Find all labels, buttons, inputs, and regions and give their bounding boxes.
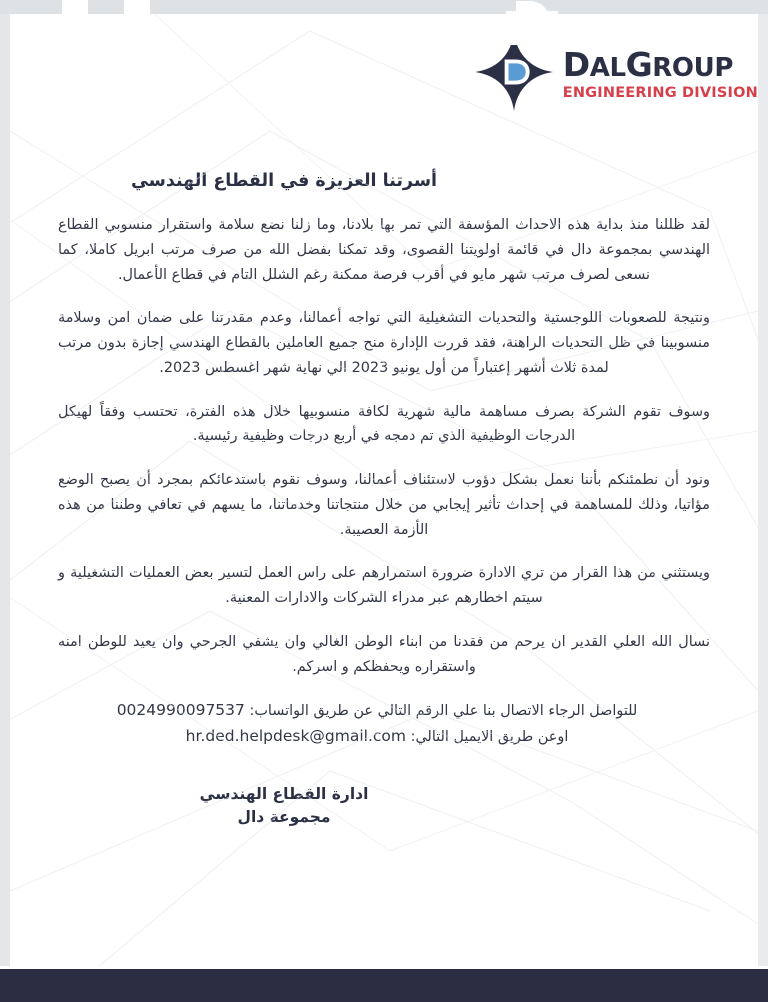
logo-wordmark (562, 44, 758, 84)
contact-block (58, 698, 710, 749)
letter-paragraph-1: لقد ظللنا منذ بداية هذه الاحداث المؤسفة التي تمر بها بلادنا، وما زلنا نضع سلامة واستقرار منسوبي القطاع الهندسي بمجموعة دال في قائمة اولويتنا القصوى، وقد تمكنا بفضل الله من صرف مرتب ابريل كاملا، كما نسعى لصرف مرتب شهر مايو في أقرب فرصة ممكنة رغم الشلل التام في قطاع الأعمال. (58, 217, 710, 283)
whatsapp-contact-label: للتواصل الرجاء الاتصال بنا علي الرقم التالي عن طريق الواتساب: (249, 703, 638, 720)
letter-sheet (10, 11, 758, 969)
signature-company: مجموعة دال (237, 808, 331, 827)
logo-wordmark-g: G (625, 44, 653, 84)
screenshot-notch-round-right (524, 11, 558, 45)
screenshot-top-strip (0, 0, 768, 14)
letter-title: أسرتنا العزيزة في القطاع الهندسي (130, 171, 438, 191)
signature-block (58, 783, 710, 830)
logo-tagline: ENGINEERING DIVISION (562, 84, 758, 101)
letter-paragraph-3: وسوف تقوم الشركة بصرف مساهمة مالية شهرية لكافة منسوبيها خلال هذه الفترة، تحتسب وفقاً لهيكل الدرجات الوظيفية الذي تم دمجه في أربع درجات وظيفية رئيسية. (58, 403, 710, 445)
whatsapp-number[interactable]: 0024990097537 (116, 701, 245, 720)
screenshot-notch-gap (124, 0, 150, 14)
screenshot-notch-gap (62, 0, 88, 14)
email-contact-label: اوعن طريق الايميل التالي: (410, 728, 569, 745)
signature-department: ادارة القطاع الهندسي (199, 785, 369, 804)
whatsapp-contact-line (58, 698, 696, 723)
screenshot-bottom-bar (0, 969, 768, 1002)
page-left-edge (0, 11, 10, 969)
logo-wordmark-group (563, 44, 758, 101)
letterhead (10, 33, 758, 111)
email-address[interactable]: hr.ded.helpdesk@gmail.com (185, 726, 407, 745)
logo-wordmark-d: D (562, 44, 590, 84)
letter-body (58, 171, 710, 830)
letter-paragraph-6: نسال الله العلي القدير ان يرحم من فقدنا من ابناء الوطن الغالي وان يشفي الجرحي وان يعيد للوطن امنه واستقراره ويحفظكم و اسركم. (58, 633, 710, 675)
email-contact-line (58, 724, 696, 749)
letter-paragraph-2: ونتيجة للصعوبات اللوجستية والتحديات التشغيلية التي تواجه أعمالنا، وعدم مقدرتنا على ضمان امن وسلامة منسوبينا في ظل التحديات الراهنة، فقد قررت الإدارة منح جميع العاملين بالقطاع الهندسي إجازة بدون مرتب لمدة ثلاث أشهر إعتباراً من أول يونيو 2023 الي نهاية شهر اغسطس 2023. (58, 310, 710, 376)
logo-wordmark-roup: ROUP (652, 52, 733, 83)
letter-paragraph-4: ونود أن نطمئنكم بأننا نعمل بشكل دؤوب لاستئناف أعمالنا، وسوف نقوم باستدعائكم بمجرد أن يصبح الوضع مؤاتيا، وذلك للمساهمة في إحداث تأثير إيجابي من خلال منتجاتنا وخدماتنا، ما يسهم في تعافي وطننا من هذه الأزمة العصيبة. (58, 472, 710, 538)
letter-paragraph-5: ويستثني من هذا القرار من تري الادارة ضرورة استمرارهم على راس العمل لتسير بعض العمليات التشغيلية و سيتم اخطارهم عبر مدراء الشركات والادارات المعنية. (58, 565, 710, 607)
logo-wordmark-al: AL (589, 52, 626, 83)
